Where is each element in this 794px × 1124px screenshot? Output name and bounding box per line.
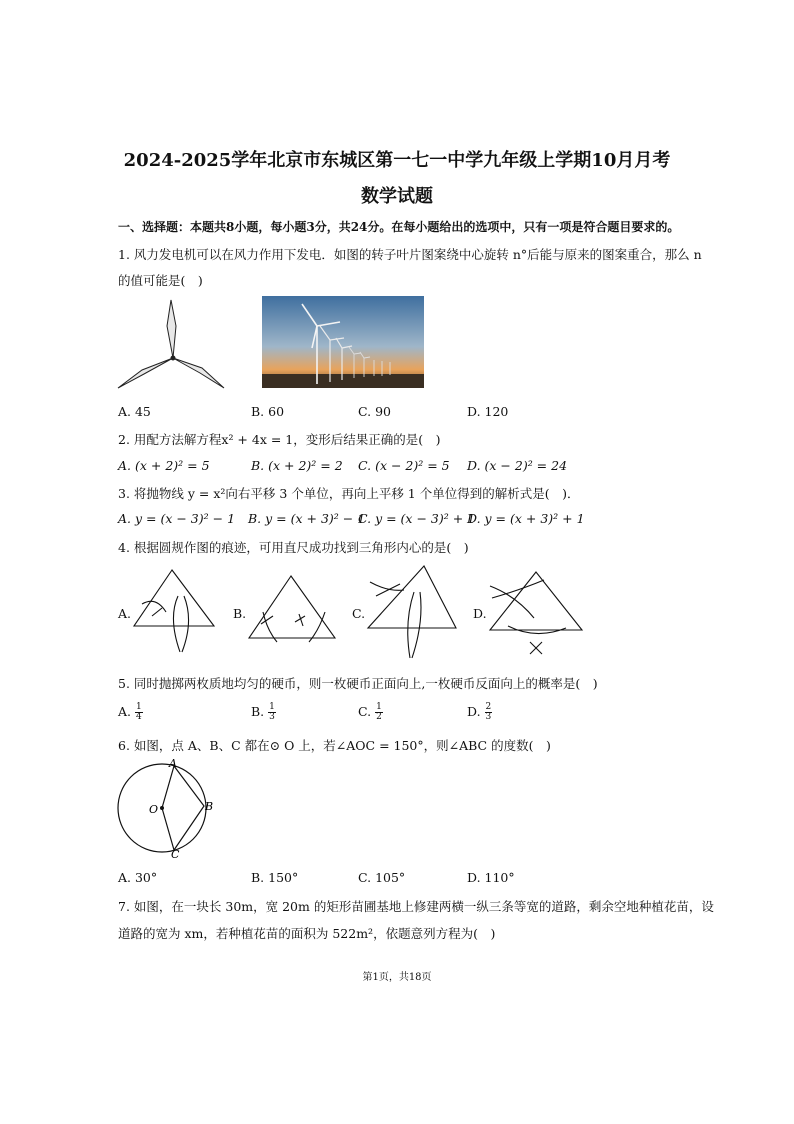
q5-option-d	[467, 703, 492, 722]
q3-option-c: C. y = (x − 3)² + 1	[358, 511, 476, 526]
denominator: 3	[485, 712, 492, 722]
q4-figure-b	[245, 572, 345, 652]
q1-option-a: A. 45	[118, 404, 151, 419]
q1-option-c: C. 90	[358, 404, 391, 419]
q6-option-a: A. 30°	[118, 870, 158, 885]
point-label-o: O	[149, 803, 159, 816]
q3-option-b: B. y = (x + 3)² − 1	[248, 511, 366, 526]
q2-option-d: D. (x − 2)² = 24	[467, 458, 568, 473]
question-6-stem: 6. 如图，点 A、B、C 都在⊙ O 上，若∠AOC = 150°，则∠ABC 的度数( )	[118, 738, 551, 753]
q1-option-b: B. 60	[251, 404, 285, 419]
numerator: 2	[485, 702, 492, 712]
numerator: 1	[136, 702, 142, 712]
q5-option-b-letter: B.	[251, 704, 265, 719]
q4-figure-c	[364, 562, 464, 662]
q5-option-b	[251, 703, 276, 722]
question-3-stem: 3. 将抛物线 y = x²向右平移 3 个单位，再向上平移 1 个单位得到的解析式是( )．	[118, 486, 580, 501]
q5-option-a	[118, 703, 143, 722]
q4-figure-a	[130, 566, 220, 656]
question-5-stem: 5. 同时抛掷两枚质地均匀的硬币，则一枚硬币正面向上,一枚硬币反面向上的概率是( )	[118, 676, 598, 691]
point-label-c: C	[171, 848, 180, 861]
page-title: 2024-2025学年北京市东城区第一七一中学九年级上学期10月月考	[123, 150, 671, 171]
page-subtitle: 数学试题	[361, 186, 433, 207]
q4-label-b: B.	[233, 606, 247, 621]
question-1-stem-line1: 1. 风力发电机可以在风力作用下发电．如图的转子叶片图案绕中心旋转 n°后能与原来的图案重合，那么 n	[118, 247, 702, 262]
denominator: 2	[376, 712, 382, 722]
circle-diagram	[116, 757, 226, 861]
q5-option-a-letter: A.	[118, 704, 132, 719]
q5-option-b-fraction	[268, 703, 276, 722]
question-7-stem-line1: 7. 如图，在一块长 30m，宽 20m 的矩形苗圃基地上修建两横一纵三条等宽的道路，剩余空地种植花苗，设	[118, 899, 714, 914]
q4-label-d: D.	[473, 606, 487, 621]
question-4-stem: 4. 根据圆规作图的痕迹，可用直尺成功找到三角形内心的是( )	[118, 540, 469, 555]
section-header: 一、选择题：本题共8小题，每小题3分，共24分。在每小题给出的选项中，只有一项是符合题目要求的。	[118, 220, 680, 234]
question-7-stem-line2: 道路的宽为 xm，若种植花苗的面积为 522m²，依题意列方程为( )	[118, 926, 496, 941]
q2-option-c: C. (x − 2)² = 5	[358, 458, 450, 473]
q6-option-b: B. 150°	[251, 870, 299, 885]
q4-label-c: C.	[352, 606, 366, 621]
q1-option-d: D. 120	[467, 404, 509, 419]
q5-option-a-fraction	[135, 703, 143, 722]
q5-option-c-fraction	[375, 703, 383, 722]
q5-option-d-letter: D.	[467, 704, 481, 719]
numerator: 1	[376, 702, 382, 712]
denominator: 4	[136, 712, 142, 722]
q3-option-a: A. y = (x − 3)² − 1	[118, 511, 236, 526]
point-label-a: A	[169, 757, 177, 770]
q3-option-d: D. y = (x + 3)² + 1	[467, 511, 585, 526]
q5-option-c-letter: C.	[358, 704, 372, 719]
denominator: 3	[269, 712, 275, 722]
q2-option-a: A. (x + 2)² = 5	[118, 458, 210, 473]
question-2-stem: 2. 用配方法解方程x² + 4x = 1，变形后结果正确的是( )	[118, 432, 441, 447]
turbine-blade-diagram	[116, 296, 226, 396]
q2-option-b: B. (x + 2)² = 2	[251, 458, 343, 473]
wind-farm-photo	[262, 296, 424, 388]
q6-option-d: D. 110°	[467, 870, 515, 885]
q5-option-c	[358, 703, 383, 722]
q4-label-a: A.	[118, 606, 132, 621]
q4-figure-d	[486, 568, 586, 658]
page-footer: 第1页，共18页	[362, 972, 432, 983]
numerator: 1	[269, 702, 275, 712]
q5-option-d-fraction	[485, 703, 493, 722]
question-1-stem-line2: 的值可能是( )	[118, 273, 203, 288]
q6-option-c: C. 105°	[358, 870, 406, 885]
point-label-b: B	[205, 800, 214, 813]
